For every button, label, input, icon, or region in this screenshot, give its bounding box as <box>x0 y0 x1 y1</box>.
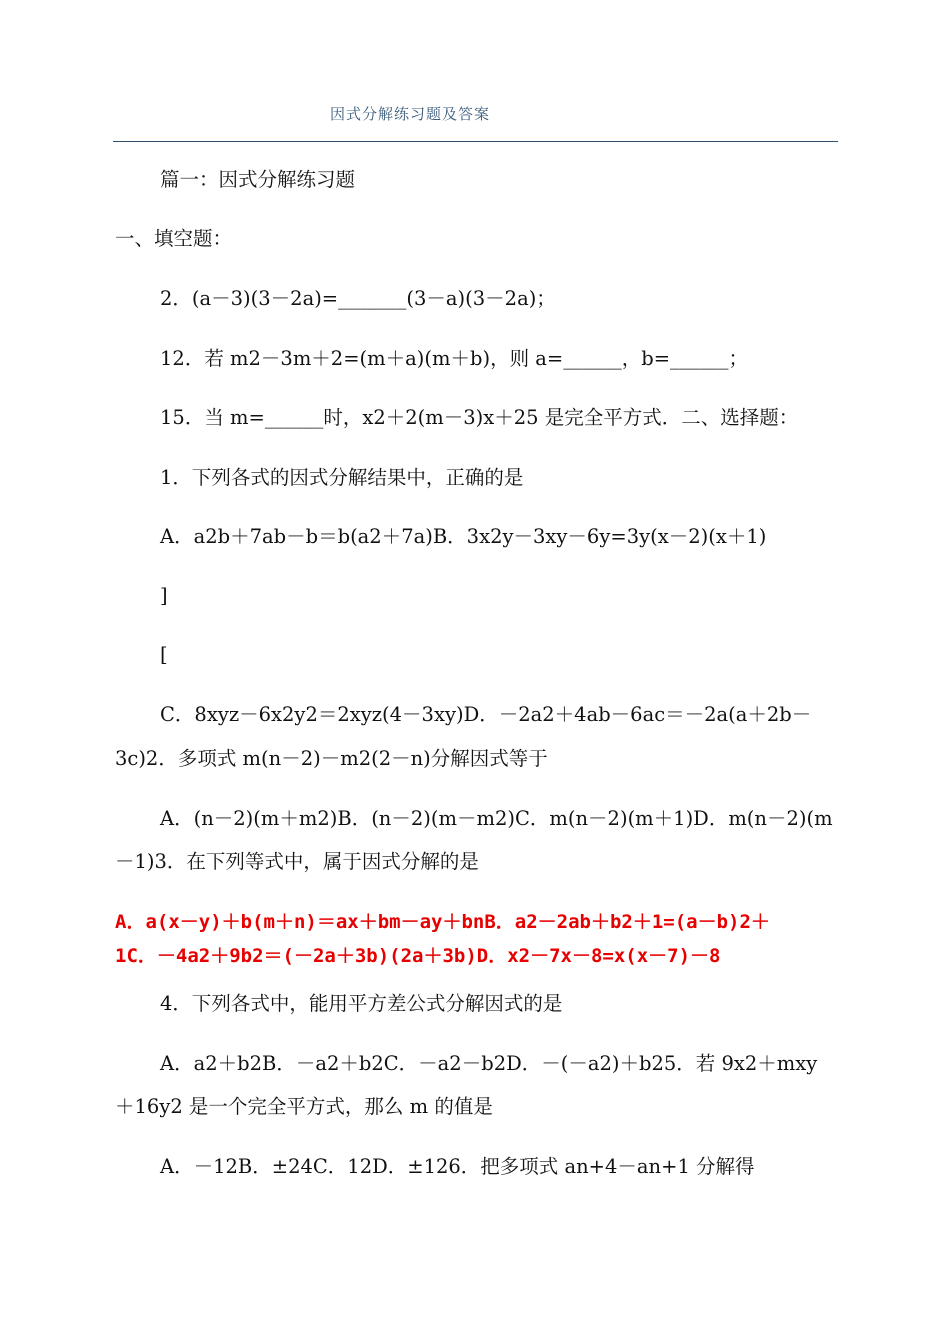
question-12: 12．若 m2－3m＋2=(m＋a)(m＋b)，则 a=______，b=______； <box>160 347 749 370</box>
question-15: 15．当 m=______时，x2＋2(m－3)x＋25 是完全平方式．二、选择题： <box>160 406 799 429</box>
question-5-options: A．－12B．±24C．12D．±126．把多项式 an+4－an+1 分解得 <box>160 1155 755 1178</box>
question-3-options-ab: A．a(x－y)＋b(m＋n)＝ax＋bm－ay＋bnB．a2－2ab＋b2＋1=(a－b)2＋ <box>115 911 770 933</box>
question-2: 2．(a－3)(3－2a)=_______(3－a)(3－2a)； <box>160 287 556 310</box>
section-heading: 篇一：因式分解练习题 <box>160 168 356 191</box>
question-4-options: A．a2＋b2B．－a2＋b2C．－a2－b2D．－(－a2)＋b25．若 9x2＋mxy <box>160 1052 818 1075</box>
question-3-options-cd: 1C．－4a2＋9b2＝(－2a＋3b)(2a＋3b)D．x2－7x－8=x(x－7)－8 <box>115 945 721 967</box>
question-2-options: A．(n－2)(m＋m2)B．(n－2)(m－m2)C．m(n－2)(m＋1)D．m(n－2)(m <box>160 807 833 830</box>
question-1-options-ab: A．a2b＋7ab－b＝b(a2＋7a)B．3x2y－3xy－6y=3y(x－2)(x＋1) <box>160 525 767 548</box>
page-header-title: 因式分解练习题及答案 <box>330 105 491 123</box>
bracket-close: ] <box>160 584 168 607</box>
question-4-choice: 4．下列各式中，能用平方差公式分解因式的是 <box>160 992 563 1015</box>
header-divider <box>113 141 838 142</box>
question-5-continued: ＋16y2 是一个完全平方式，那么 m 的值是 <box>115 1095 493 1118</box>
question-2-choice: 3c)2．多项式 m(n－2)－m2(2－n)分解因式等于 <box>115 747 548 770</box>
choice-question-1: 1．下列各式的因式分解结果中，正确的是 <box>160 466 524 489</box>
question-3-choice: －1)3．在下列等式中，属于因式分解的是 <box>115 850 479 873</box>
question-1-options-cd: C．8xyz－6x2y2＝2xyz(4－3xy)D．－2a2＋4ab－6ac＝－2a(a＋2b－ <box>160 703 812 726</box>
part-heading-fill-blank: 一、填空题： <box>115 227 233 250</box>
bracket-open: [ <box>160 643 168 666</box>
